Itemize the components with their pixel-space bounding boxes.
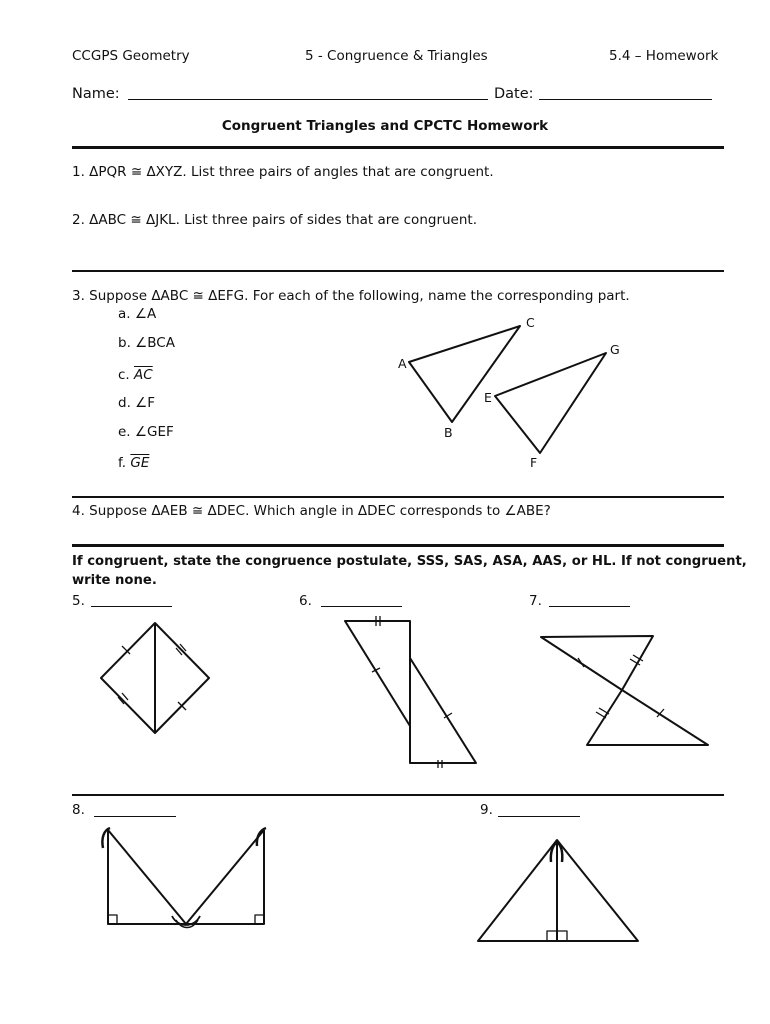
answer-7-label: 7. [529, 593, 542, 609]
question-1: 1. ΔPQR ≅ ΔXYZ. List three pairs of angles that are congruent. [72, 164, 494, 180]
figure-9-triangle-altitude [478, 840, 638, 941]
figure-8-right-triangles [102, 828, 266, 928]
part-b: b. ∠BCA [118, 335, 175, 351]
date-label: Date: [494, 86, 534, 102]
vertex-f-label: F [530, 455, 538, 470]
course-name: CCGPS Geometry [72, 48, 190, 64]
assignment-name: 5.4 – Homework [609, 48, 719, 64]
vertex-g-label: G [610, 342, 620, 357]
vertex-a-label: A [398, 356, 407, 371]
question-2: 2. ΔABC ≅ ΔJKL. List three pairs of sides that are congruent. [72, 212, 477, 228]
answer-8-label: 8. [72, 802, 85, 818]
question-3: 3. Suppose ΔABC ≅ ΔEFG. For each of the following, name the corresponding part. [72, 288, 630, 304]
name-label: Name: [72, 86, 120, 102]
answer-5-label: 5. [72, 593, 85, 609]
instructions-line-1: If congruent, state the congruence postulate, SSS, SAS, ASA, AAS, or HL. If not congruent, [72, 554, 747, 569]
instructions-line-2: write none. [72, 573, 157, 588]
worksheet-title: Congruent Triangles and CPCTC Homework [221, 118, 549, 134]
part-c: c. $\overline{AC}$ [118, 367, 153, 383]
vertex-c-label: C [526, 315, 535, 330]
unit-name: 5 - Congruence & Triangles [305, 48, 488, 64]
vertex-b-label: B [444, 425, 453, 440]
answer-6-label: 6. [299, 593, 312, 609]
part-a: a. ∠A [118, 306, 157, 322]
vertex-e-label: E [484, 390, 492, 405]
part-d: d. ∠F [118, 395, 156, 411]
part-e: e. ∠GEF [118, 424, 174, 440]
answer-9-label: 9. [480, 802, 493, 818]
part-f: f. $\overline{GE}$ [118, 455, 150, 471]
question-4: 4. Suppose ΔAEB ≅ ΔDEC. Which angle in ΔDEC corresponds to ∠ABE? [72, 503, 551, 519]
